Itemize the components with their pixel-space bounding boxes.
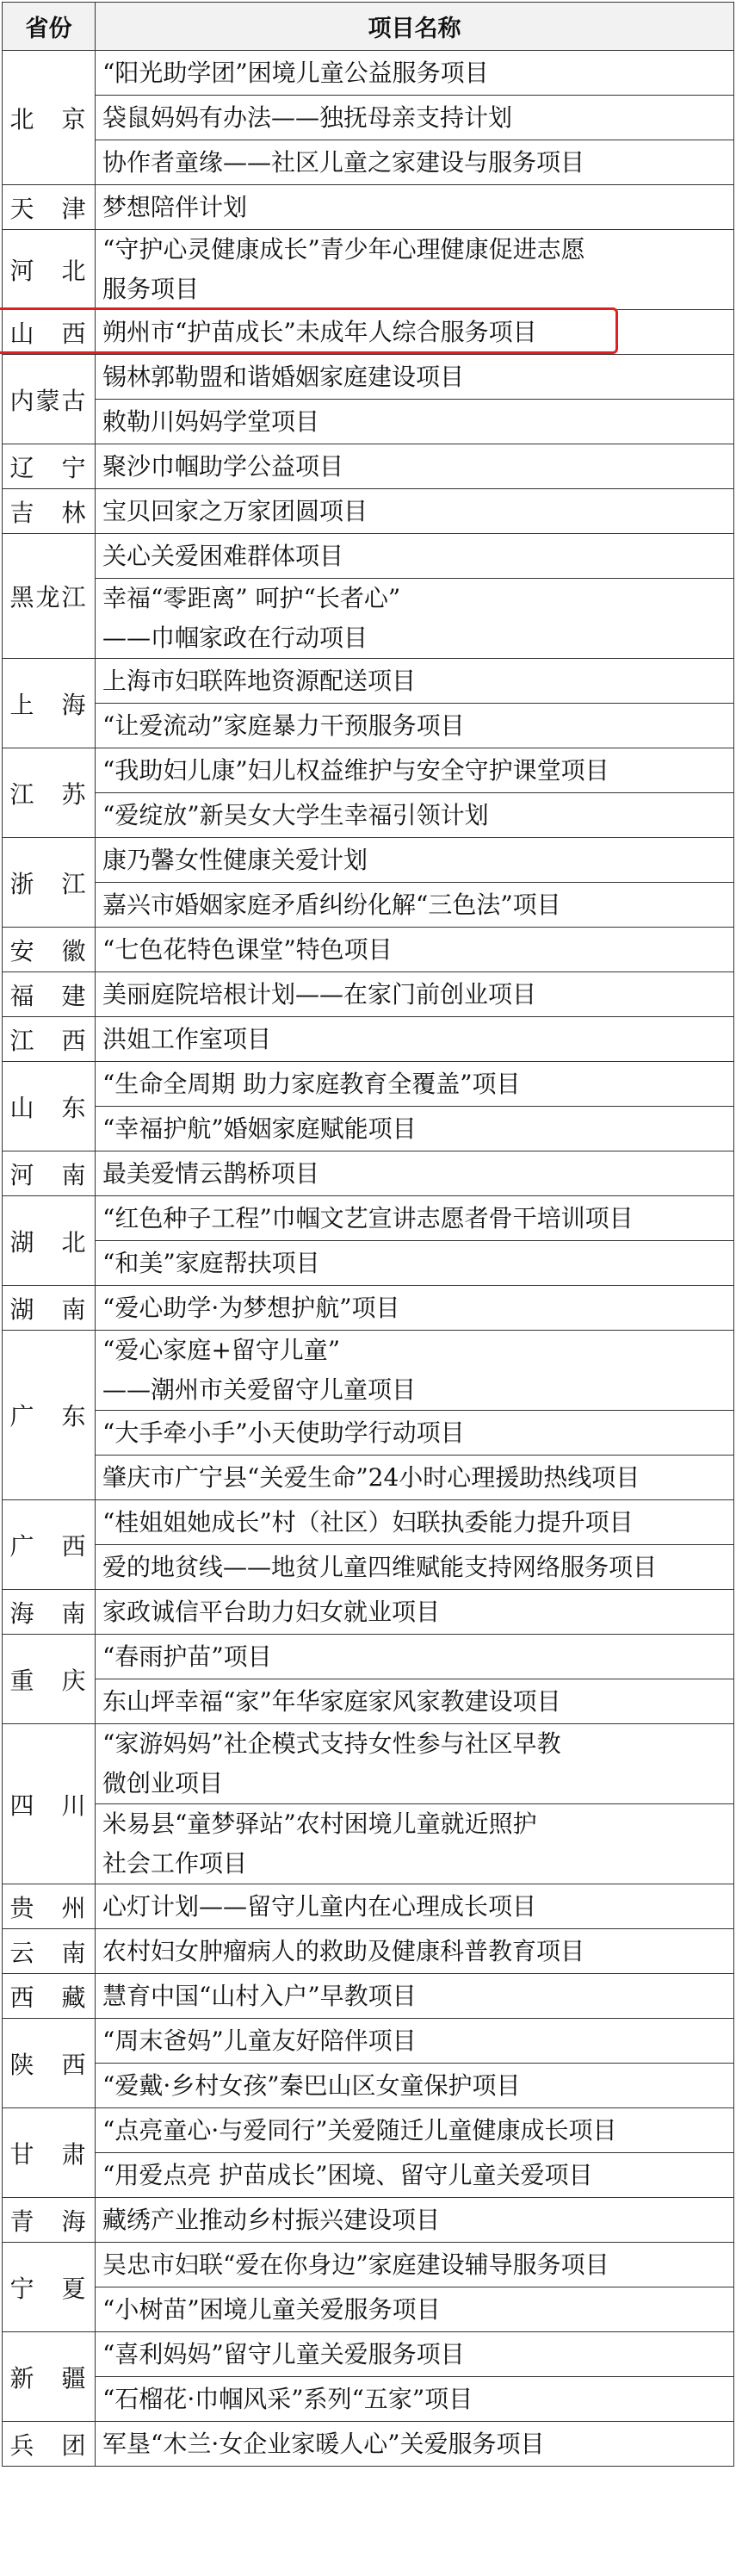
table-row [3, 838, 734, 883]
project-cell [96, 1804, 734, 1884]
project-name-line: “阳光助学团”困境儿童公益服务项目 [102, 58, 489, 87]
table-row [3, 1241, 734, 1286]
project-name-line: 上海市妇联阵地资源配送项目 [102, 666, 417, 695]
province-cell: 山 西 [3, 310, 96, 355]
project-cell [96, 2019, 734, 2064]
table-row [3, 972, 734, 1017]
project-name-line: 农村妇女肿瘤病人的救助及健康科普教育项目 [102, 1936, 585, 1965]
project-cell [96, 704, 734, 748]
project-name-line: “桂姐姐她成长”村（社区）妇联执委能力提升项目 [102, 1507, 634, 1536]
project-cell [96, 2064, 734, 2108]
project-cell [96, 1456, 734, 1500]
project-cell [96, 1500, 734, 1545]
project-cell [96, 1590, 734, 1635]
table-row [3, 1500, 734, 1545]
table-row [3, 2377, 734, 2422]
province-cell: 江 苏 [3, 748, 96, 838]
province-cell: 陕 西 [3, 2019, 96, 2108]
project-name-line: ——潮州市关爱留守儿童项目 [102, 1375, 417, 1404]
project-name-line: “红色种子工程”巾帼文艺宣讲志愿者骨干培训项目 [102, 1203, 634, 1232]
table-row [3, 1804, 734, 1884]
project-name-line: 慧育中国“山村入户”早教项目 [102, 1981, 417, 2010]
project-cell [96, 444, 734, 489]
table-row [3, 96, 734, 140]
table-row [3, 1017, 734, 1062]
province-cell: 江 西 [3, 1017, 96, 1062]
project-name-line: 爱的地贫线——地贫儿童四维赋能支持网络服务项目 [102, 1552, 658, 1581]
project-cell [96, 748, 734, 793]
project-name-line: 服务项目 [102, 275, 200, 303]
project-name-line: 家政诚信平台助力妇女就业项目 [102, 1597, 441, 1626]
province-cell: 四 川 [3, 1724, 96, 1884]
province-cell: 青 海 [3, 2198, 96, 2243]
table-row [3, 355, 734, 400]
project-cell [96, 1062, 734, 1107]
table-row [3, 704, 734, 748]
province-cell: 广 东 [3, 1331, 96, 1500]
project-cell [96, 2332, 734, 2377]
province-cell: 辽 宁 [3, 444, 96, 489]
project-cell [96, 140, 734, 185]
project-name-line: “周末爸妈”儿童友好陪伴项目 [102, 2026, 417, 2055]
project-name-line: 东山坪幸福“家”年华家庭家风家教建设项目 [102, 1686, 561, 1716]
province-cell: 西 藏 [3, 1974, 96, 2019]
table-row [3, 2198, 734, 2243]
project-name-line: “和美”家庭帮扶项目 [102, 1248, 320, 1277]
project-cell [96, 1017, 734, 1062]
project-name-line: 最美爱情云鹊桥项目 [102, 1158, 320, 1188]
projects-table [2, 2, 734, 2467]
project-name-line: 朔州市“护苗成长”未成年人综合服务项目 [102, 317, 537, 346]
province-cell: 湖 南 [3, 1286, 96, 1331]
project-cell [96, 1679, 734, 1724]
project-name-line: 军垦“木兰·女企业家暖人心”关爱服务项目 [102, 2429, 545, 2458]
province-cell: 兵 团 [3, 2422, 96, 2467]
project-name-line: “幸福护航”婚姻家庭赋能项目 [102, 1114, 417, 1143]
project-name-line: 宝贝回家之万家团圆项目 [102, 496, 368, 525]
project-name-line: “喜利妈妈”留守儿童关爱服务项目 [102, 2339, 465, 2368]
project-name-line: “家游妈妈”社企模式支持女性参与社区早教 [102, 1729, 561, 1758]
table-row [3, 2422, 734, 2467]
project-cell [96, 659, 734, 704]
table-row [3, 883, 734, 928]
project-cell [96, 972, 734, 1017]
project-cell [96, 2377, 734, 2422]
project-cell [96, 1974, 734, 2019]
project-name-line: 聚沙巾帼助学公益项目 [102, 451, 344, 481]
project-name-line: 米易县“童梦驿站”农村困境儿童就近照护 [102, 1809, 537, 1838]
project-name-line: 康乃馨女性健康关爱计划 [102, 845, 368, 874]
table-row [3, 444, 734, 489]
table-row [3, 1286, 734, 1331]
table-row [3, 1929, 734, 1974]
project-name-line: “大手牵小手”小天使助学行动项目 [102, 1418, 465, 1447]
province-cell: 内蒙古 [3, 355, 96, 444]
province-cell: 浙 江 [3, 838, 96, 928]
project-cell [96, 1884, 734, 1929]
project-cell [96, 1286, 734, 1331]
project-name-line: “让爱流动”家庭暴力干预服务项目 [102, 711, 465, 740]
project-cell [96, 1724, 734, 1804]
header-row [3, 3, 734, 51]
province-cell: 宁 夏 [3, 2243, 96, 2332]
project-cell [96, 1929, 734, 1974]
project-cell [96, 489, 734, 534]
province-cell: 河 北 [3, 230, 96, 310]
table-row [3, 185, 734, 230]
table-row [3, 140, 734, 185]
table-row [3, 2332, 734, 2377]
table-row [3, 1062, 734, 1107]
project-cell [96, 534, 734, 579]
project-cell [96, 2243, 734, 2287]
project-cell [96, 2287, 734, 2332]
province-cell: 福 建 [3, 972, 96, 1017]
project-name-line: 关心关爱困难群体项目 [102, 541, 344, 570]
province-cell: 广 西 [3, 1500, 96, 1590]
table-row [3, 2064, 734, 2108]
project-cell [96, 1241, 734, 1286]
table-row [3, 400, 734, 444]
project-cell [96, 355, 734, 400]
project-name-line: “爱戴·乡村女孩”秦巴山区女童保护项目 [102, 2070, 521, 2100]
table-row [3, 1884, 734, 1929]
project-cell [96, 1331, 734, 1411]
table-row [3, 748, 734, 793]
project-cell [96, 1196, 734, 1241]
project-name-line: “点亮童心·与爱同行”关爱随迁儿童健康成长项目 [102, 2115, 617, 2145]
project-cell [96, 310, 734, 355]
project-cell [96, 883, 734, 928]
table-row [3, 1411, 734, 1456]
table-row [3, 2153, 734, 2198]
table-row [3, 1724, 734, 1804]
project-cell [96, 2422, 734, 2467]
table-row [3, 793, 734, 838]
table-row [3, 2108, 734, 2153]
province-cell: 贵 州 [3, 1884, 96, 1929]
project-cell [96, 185, 734, 230]
project-name-line: 协作者童缘——社区儿童之家建设与服务项目 [102, 147, 585, 177]
table-row [3, 1545, 734, 1590]
table-row [3, 1196, 734, 1241]
project-cell [96, 1635, 734, 1679]
project-name-line: 梦想陪伴计划 [102, 192, 248, 221]
table-row [3, 1151, 734, 1196]
header-project-name: 项目名称 [96, 3, 734, 51]
province-cell: 北 京 [3, 51, 96, 185]
project-cell [96, 1411, 734, 1456]
project-name-line: “爱绽放”新吴女大学生幸福引领计划 [102, 800, 489, 829]
province-cell: 河 南 [3, 1151, 96, 1196]
project-name-line: 肇庆市广宁县“关爱生命”24小时心理援助热线项目 [102, 1462, 640, 1492]
province-cell: 安 徽 [3, 928, 96, 972]
project-name-line: “爱心助学·为梦想护航”项目 [102, 1293, 400, 1322]
project-name-line: 微创业项目 [102, 1769, 224, 1797]
table-row [3, 1456, 734, 1500]
province-cell: 山 东 [3, 1062, 96, 1151]
project-cell [96, 400, 734, 444]
province-cell: 新 疆 [3, 2332, 96, 2422]
project-cell [96, 96, 734, 140]
project-name-line: “爱心家庭+留守儿童” [102, 1336, 341, 1364]
project-cell [96, 838, 734, 883]
province-cell: 天 津 [3, 185, 96, 230]
project-name-line: 锡林郭勒盟和谐婚姻家庭建设项目 [102, 362, 465, 391]
province-cell: 湖 北 [3, 1196, 96, 1286]
project-name-line: “小树苗”困境儿童关爱服务项目 [102, 2294, 441, 2324]
province-cell: 海 南 [3, 1590, 96, 1635]
project-cell [96, 2198, 734, 2243]
table-row [3, 1590, 734, 1635]
project-name-line: 嘉兴市婚姻家庭矛盾纠纷化解“三色法”项目 [102, 890, 561, 919]
project-name-line: ——巾帼家政在行动项目 [102, 624, 368, 652]
project-name-line: 美丽庭院培根计划——在家门前创业项目 [102, 979, 537, 1009]
table-row [3, 1679, 734, 1724]
table-row [3, 310, 734, 355]
table-row [3, 1107, 734, 1151]
project-name-line: “我助妇儿康”妇儿权益维护与安全守护课堂项目 [102, 755, 609, 785]
province-cell: 甘 肃 [3, 2108, 96, 2198]
project-cell [96, 230, 734, 310]
project-cell [96, 2108, 734, 2153]
table-row [3, 579, 734, 659]
table-row [3, 1635, 734, 1679]
project-cell [96, 793, 734, 838]
project-name-line: 藏绣产业推动乡村振兴建设项目 [102, 2205, 441, 2234]
project-name-line: “守护心灵健康成长”青少年心理健康促进志愿 [102, 235, 585, 264]
table-row [3, 51, 734, 96]
table-row [3, 534, 734, 579]
province-cell: 重 庆 [3, 1635, 96, 1724]
project-name-line: “春雨护苗”项目 [102, 1642, 272, 1671]
project-name-line: “用爱点亮 护苗成长”困境、留守儿童关爱项目 [102, 2160, 593, 2189]
table-row [3, 2243, 734, 2287]
province-cell: 上 海 [3, 659, 96, 748]
project-name-line: 袋鼠妈妈有办法——独抚母亲支持计划 [102, 102, 513, 132]
project-cell [96, 1151, 734, 1196]
project-cell [96, 579, 734, 659]
project-cell [96, 1107, 734, 1151]
table-row [3, 928, 734, 972]
project-name-line: 吴忠市妇联“爱在你身边”家庭建设辅导服务项目 [102, 2250, 609, 2279]
table-row [3, 2287, 734, 2332]
table-row [3, 2019, 734, 2064]
province-cell: 吉 林 [3, 489, 96, 534]
table-row [3, 230, 734, 310]
project-cell [96, 1545, 734, 1590]
project-name-line: 洪姐工作室项目 [102, 1024, 272, 1053]
table-row [3, 1331, 734, 1411]
project-name-line: 社会工作项目 [102, 1849, 248, 1878]
header-province: 省份 [3, 3, 96, 51]
project-name-line: “石榴花·巾帼风采”系列“五家”项目 [102, 2384, 473, 2413]
table-row [3, 489, 734, 534]
project-cell [96, 51, 734, 96]
project-name-line: 幸福“零距离” 呵护“长者心” [102, 584, 401, 612]
table-body [3, 51, 734, 2467]
project-name-line: “生命全周期 助力家庭教育全覆盖”项目 [102, 1069, 521, 1098]
province-cell: 云 南 [3, 1929, 96, 1974]
project-cell [96, 2153, 734, 2198]
project-cell [96, 928, 734, 972]
province-cell: 黑龙江 [3, 534, 96, 659]
table-row [3, 1974, 734, 2019]
project-name-line: 敕勒川妈妈学堂项目 [102, 407, 320, 436]
project-name-line: “七色花特色课堂”特色项目 [102, 934, 393, 964]
project-name-line: 心灯计划——留守儿童内在心理成长项目 [102, 1891, 537, 1921]
table-row [3, 659, 734, 704]
